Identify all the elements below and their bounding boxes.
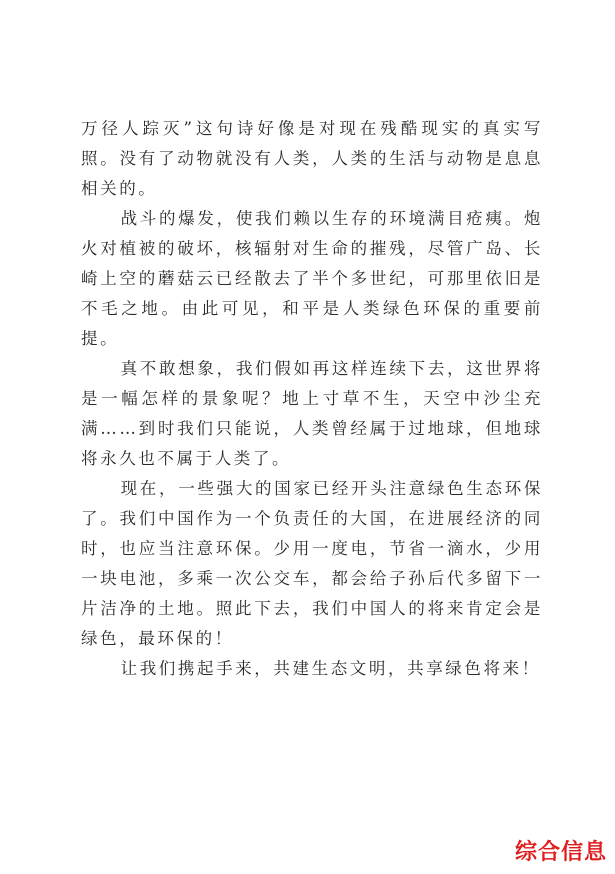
paragraph-2: 战斗的爆发，使我们赖以生存的环境满目疮痍。炮火对植被的破坏，核辐射对生命的摧残，尽管广岛、长崎上空的蘑菇云已经散去了半个多世纪，可那里依旧是不毛之地。由此可见，和平是人类绿色环保的重要前提。 — [81, 209, 543, 348]
watermark-logo: 综合信息 — [514, 840, 607, 865]
paragraph-3: 真不敢想象，我们假如再这样连续下去，这世界将是一幅怎样的景象呢？地上寸草不生，天空中沙尘充满……到时我们只能说，人类曾经属于过地球，但地球将永久也不属于人类了。 — [81, 359, 543, 468]
document-page — [81, 114, 543, 684]
paragraph-5: 让我们携起手来，共建生态文明，共享绿色将来！ — [120, 659, 541, 678]
paragraph-4: 现在，一些强大的国家已经开头注意绿色生态环保了。我们中国作为一个负责任的大国，在进展经济的同时，也应当注意环保。少用一度电，节省一滴水，少用一块电池，多乘一次公交车，都会给子孙后代多留下一片洁净的土地。照此下去，我们中国人的将来肯定会是绿色，最环保的！ — [81, 479, 543, 648]
paragraph-1: 万径人踪灭”这句诗好像是对现在残酷现实的真实写照。没有了动物就没有人类，人类的生活与动物是息息相关的。 — [81, 119, 543, 198]
